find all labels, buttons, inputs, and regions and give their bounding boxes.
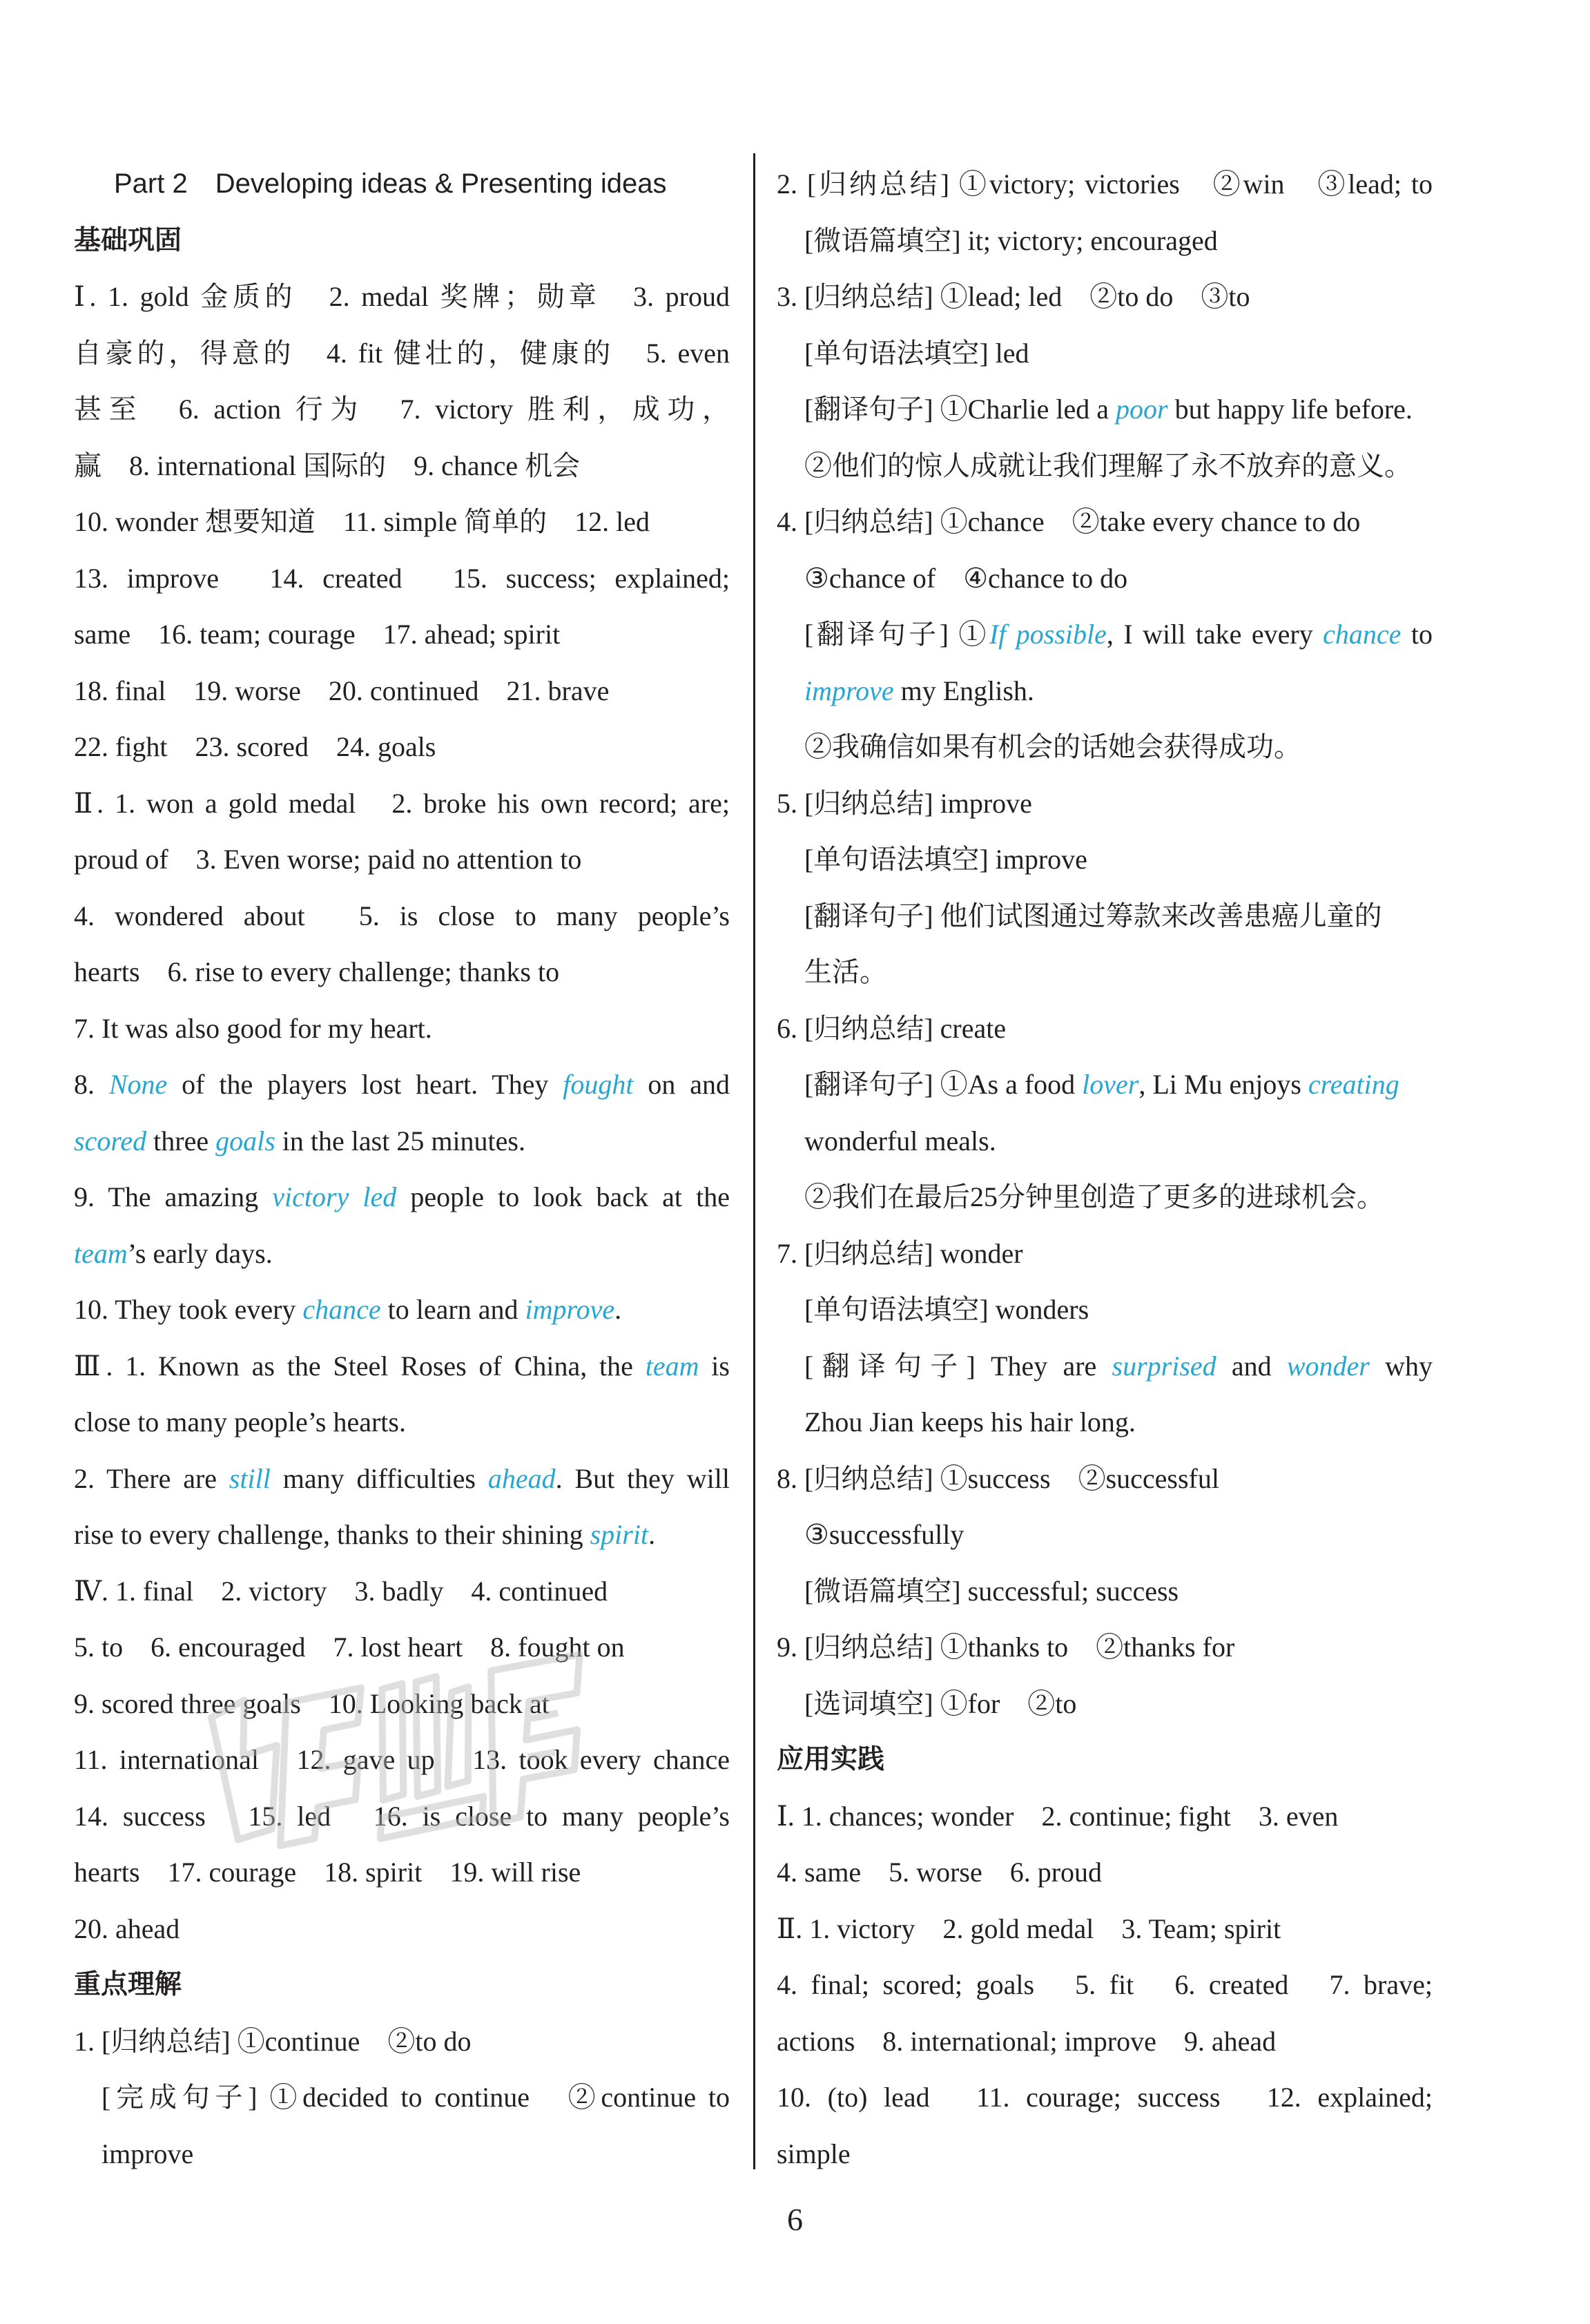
text-segment: [翻译句子] ①Charlie led a — [804, 394, 1116, 425]
text-line — [777, 1000, 1433, 1057]
text-line — [777, 2069, 1433, 2126]
text-line — [777, 550, 1433, 607]
text-segment: wonderful meals. — [804, 1125, 996, 1156]
text-segment: 甚至 6. action 行为 7. victory 胜利，成功， — [74, 394, 730, 425]
text-segment: [微语篇填空] successful; success — [804, 1575, 1179, 1607]
text-segment: 3. [归纳总结] ①lead; led ②to do ③to — [777, 281, 1250, 312]
text-line — [777, 1281, 1433, 1338]
answer-highlight: poor — [1116, 394, 1168, 425]
text-line — [74, 1788, 730, 1845]
text-line — [74, 1281, 730, 1338]
text-line — [777, 156, 1433, 213]
text-line — [74, 1169, 730, 1226]
answer-highlight: improve — [804, 675, 894, 706]
answer-highlight: None — [108, 1069, 168, 1100]
text-line — [777, 944, 1433, 1000]
text-segment: 11. international 12. gave up 13. took every chance — [74, 1744, 730, 1775]
text-line — [74, 719, 730, 775]
page-number: 6 — [787, 2202, 803, 2237]
answer-highlight: surprised — [1112, 1350, 1216, 1382]
text-segment: is — [699, 1350, 730, 1382]
text-line — [74, 2069, 730, 2126]
text-line — [777, 1901, 1433, 1957]
answer-highlight: still — [229, 1462, 271, 1494]
section-heading — [74, 213, 730, 269]
text-segment: 生活。 — [804, 956, 887, 987]
text-segment: of the players lost heart. They — [167, 1069, 563, 1100]
text-segment: 5. to 6. encouraged 7. lost heart 8. fought on — [74, 1631, 625, 1663]
text-segment: Part 2 Developing ideas & Presenting ideas — [114, 168, 667, 199]
text-segment: but happy life before. — [1167, 394, 1413, 425]
text-segment: simple — [777, 2138, 851, 2169]
text-segment: people to look back at the — [396, 1181, 730, 1212]
text-line — [74, 269, 730, 325]
text-line — [777, 719, 1433, 775]
text-segment: Ⅱ. 1. victory 2. gold medal 3. Team; spirit — [777, 1913, 1281, 1944]
text-segment: on and — [633, 1069, 730, 1100]
text-segment: 22. fight 23. scored 24. goals — [74, 731, 436, 762]
answer-highlight: ahead — [487, 1462, 556, 1494]
text-line — [74, 663, 730, 719]
text-segment: [翻译句子] 他们试图通过筹款来改善患癌儿童的 — [804, 900, 1382, 931]
text-line — [777, 1338, 1433, 1395]
text-segment: 8. [归纳总结] ①success ②successful — [777, 1462, 1219, 1494]
text-segment: . But they will — [555, 1462, 730, 1494]
text-line — [777, 1957, 1433, 2013]
text-line — [777, 831, 1433, 888]
text-segment: 20. ahead — [74, 1913, 180, 1944]
text-segment: ②我们在最后25分钟里创造了更多的进球机会。 — [804, 1181, 1384, 1212]
text-segment: [单句语法填空] led — [804, 337, 1029, 369]
text-line — [777, 1844, 1433, 1901]
text-line — [74, 1619, 730, 1676]
text-line — [74, 1226, 730, 1282]
text-segment: [翻译句子] ① — [804, 619, 989, 650]
text-line — [777, 2013, 1433, 2070]
text-segment: to learn and — [380, 1294, 525, 1325]
text-line — [74, 944, 730, 1000]
text-segment: actions 8. international; improve 9. ahead — [777, 2025, 1277, 2057]
text-segment: 6. [归纳总结] create — [777, 1012, 1007, 1044]
text-segment: and — [1216, 1350, 1287, 1382]
column-divider — [753, 153, 755, 2169]
text-segment: 18. final 19. worse 20. continued 21. brave — [74, 675, 610, 706]
text-line — [74, 1451, 730, 1507]
text-segment: proud of 3. Even worse; paid no attention to — [74, 844, 582, 875]
text-line — [777, 775, 1433, 832]
text-line — [74, 438, 730, 494]
text-segment: 基础巩固 — [74, 224, 182, 256]
text-line — [777, 213, 1433, 269]
text-line — [74, 1507, 730, 1563]
text-segment: . — [648, 1519, 656, 1550]
text-segment: hearts 6. rise to every challenge; thanks to — [74, 956, 560, 987]
answer-highlight: chance — [1323, 619, 1402, 650]
text-line — [777, 325, 1433, 382]
text-line — [74, 606, 730, 663]
text-segment: 13. improve 14. created 15. success; explained; — [74, 562, 730, 594]
text-line — [777, 438, 1433, 494]
answer-highlight: lover — [1082, 1069, 1139, 1100]
text-segment: [单句语法填空] wonders — [804, 1294, 1089, 1325]
text-line — [74, 888, 730, 945]
answer-highlight: If possible — [989, 619, 1107, 650]
text-segment: 9. scored three goals 10. Looking back at — [74, 1687, 550, 1719]
text-segment: [选词填空] ①for ②to — [804, 1687, 1077, 1719]
text-segment: my English. — [893, 675, 1034, 706]
text-segment: to — [1401, 619, 1433, 650]
text-segment: rise to every challenge, thanks to their shining — [74, 1519, 590, 1550]
text-segment: [单句语法填空] improve — [804, 844, 1087, 875]
text-segment: ③chance of ④chance to do — [804, 562, 1128, 594]
section-heading — [777, 1732, 1433, 1788]
text-line — [777, 1056, 1433, 1113]
answer-highlight: creating — [1308, 1069, 1399, 1100]
answer-highlight: victory led — [272, 1181, 397, 1212]
text-line — [777, 1507, 1433, 1563]
text-line — [777, 1394, 1433, 1451]
text-segment: 4. same 5. worse 6. proud — [777, 1857, 1103, 1888]
text-line — [777, 1169, 1433, 1226]
text-line — [777, 269, 1433, 325]
text-line — [74, 1113, 730, 1170]
text-segment: 7. It was also good for my heart. — [74, 1012, 432, 1044]
text-line — [74, 1563, 730, 1620]
text-segment: Ⅲ. 1. Known as the Steel Roses of China, the — [74, 1350, 646, 1382]
text-segment: 5. [归纳总结] improve — [777, 787, 1032, 819]
answer-highlight: spirit — [590, 1519, 649, 1550]
text-line — [74, 325, 730, 382]
answer-highlight: team — [74, 1237, 128, 1269]
text-segment: . — [614, 1294, 622, 1325]
text-line — [74, 775, 730, 832]
text-line — [74, 381, 730, 438]
text-segment: 1. [归纳总结] ①continue ②to do — [74, 2025, 472, 2057]
text-line — [777, 663, 1433, 719]
text-line — [777, 606, 1433, 663]
part-title — [74, 156, 730, 213]
text-segment: 4. [归纳总结] ①chance ②take every chance to do — [777, 506, 1361, 537]
text-segment: 14. success 15. led 16. is close to many people’s — [74, 1800, 730, 1832]
text-segment: 赢 8. international 国际的 9. chance 机会 — [74, 449, 581, 481]
answer-highlight: fought — [563, 1069, 634, 1100]
text-segment: ’s early days. — [127, 1237, 273, 1269]
text-segment: 10. wonder 想要知道 11. simple 简单的 12. led — [74, 506, 650, 537]
text-segment: same 16. team; courage 17. ahead; spirit — [74, 619, 561, 650]
text-line — [74, 550, 730, 607]
text-segment: hearts 17. courage 18. spirit 19. will rise — [74, 1857, 581, 1888]
text-line — [777, 494, 1433, 550]
text-segment: 9. [归纳总结] ①thanks to ②thanks for — [777, 1631, 1235, 1663]
text-segment: close to many people’s hearts. — [74, 1406, 406, 1437]
text-segment: Zhou Jian keeps his hair long. — [804, 1406, 1136, 1437]
answer-highlight: goals — [215, 1125, 275, 1156]
text-segment: 9. The amazing — [74, 1181, 273, 1212]
text-segment: improve — [101, 2138, 194, 2169]
text-segment: 2. [归纳总结] ①victory; victories ②win ③lead; to — [777, 168, 1433, 200]
right-column — [777, 156, 1433, 2182]
text-line — [74, 1338, 730, 1395]
text-line — [74, 1901, 730, 1957]
text-segment: Ⅳ. 1. final 2. victory 3. badly 4. continued — [74, 1575, 608, 1607]
text-line — [74, 2126, 730, 2182]
text-line — [777, 1563, 1433, 1620]
text-segment: in the last 25 minutes. — [275, 1125, 525, 1156]
left-column — [74, 156, 730, 2182]
text-segment: [翻译句子] They are — [804, 1350, 1112, 1382]
text-line — [777, 1113, 1433, 1170]
text-line — [74, 1844, 730, 1901]
text-line — [777, 1788, 1433, 1845]
text-segment: ②我确信如果有机会的话她会获得成功。 — [804, 731, 1301, 762]
text-line — [777, 1226, 1433, 1282]
text-line — [777, 1676, 1433, 1732]
text-line — [74, 494, 730, 550]
text-segment: 4. final; scored; goals 5. fit 6. created 7. brave; — [777, 1969, 1433, 2000]
text-line — [74, 831, 730, 888]
text-line — [74, 1676, 730, 1732]
text-segment: [完成句子] ①decided to continue ②continue to — [101, 2082, 730, 2113]
text-segment: 8. — [74, 1069, 109, 1100]
text-segment: 4. wondered about 5. is close to many people’s — [74, 900, 730, 931]
text-line — [74, 2013, 730, 2070]
section-heading — [74, 1957, 730, 2013]
text-segment: Ⅱ. 1. won a gold medal 2. broke his own record; are; — [74, 787, 730, 819]
text-segment: , I will take every — [1106, 619, 1324, 650]
text-line — [777, 1451, 1433, 1507]
text-segment: [翻译句子] ①As a food — [804, 1069, 1083, 1100]
text-segment: , Li Mu enjoys — [1138, 1069, 1308, 1100]
text-segment: Ⅰ. 1. chances; wonder 2. continue; fight 3. even — [777, 1800, 1339, 1832]
text-line — [777, 888, 1433, 945]
text-segment: ②他们的惊人成就让我们理解了永不放弃的意义。 — [804, 449, 1412, 481]
text-segment: Ⅰ. 1. gold 金质的 2. medal 奖牌；勋章 3. proud — [74, 281, 730, 312]
answer-highlight: chance — [302, 1294, 381, 1325]
text-line — [74, 1732, 730, 1788]
text-segment: 应用实践 — [777, 1744, 885, 1775]
text-segment: 7. [归纳总结] wonder — [777, 1237, 1023, 1269]
answer-highlight: team — [645, 1350, 699, 1382]
text-segment: many difficulties — [270, 1462, 488, 1494]
text-segment: [微语篇填空] it; victory; encouraged — [804, 224, 1218, 256]
text-segment: ③successfully — [804, 1519, 964, 1550]
text-segment: why — [1369, 1350, 1433, 1382]
text-line — [777, 1619, 1433, 1676]
answer-highlight: wonder — [1286, 1350, 1370, 1382]
text-line — [74, 1394, 730, 1451]
answer-highlight: scored — [74, 1125, 147, 1156]
text-line — [777, 381, 1433, 438]
text-segment: three — [146, 1125, 216, 1156]
text-segment: 重点理解 — [74, 1969, 182, 2000]
answer-highlight: improve — [525, 1294, 615, 1325]
text-line — [74, 1056, 730, 1113]
text-line — [777, 2126, 1433, 2182]
text-segment: 10. (to) lead 11. courage; success 12. explained; — [777, 2082, 1433, 2113]
text-line — [74, 1000, 730, 1057]
text-segment: 2. There are — [74, 1462, 229, 1494]
text-segment: 自豪的，得意的 4. fit 健壮的，健康的 5. even — [74, 337, 730, 369]
text-segment: 10. They took every — [74, 1294, 303, 1325]
